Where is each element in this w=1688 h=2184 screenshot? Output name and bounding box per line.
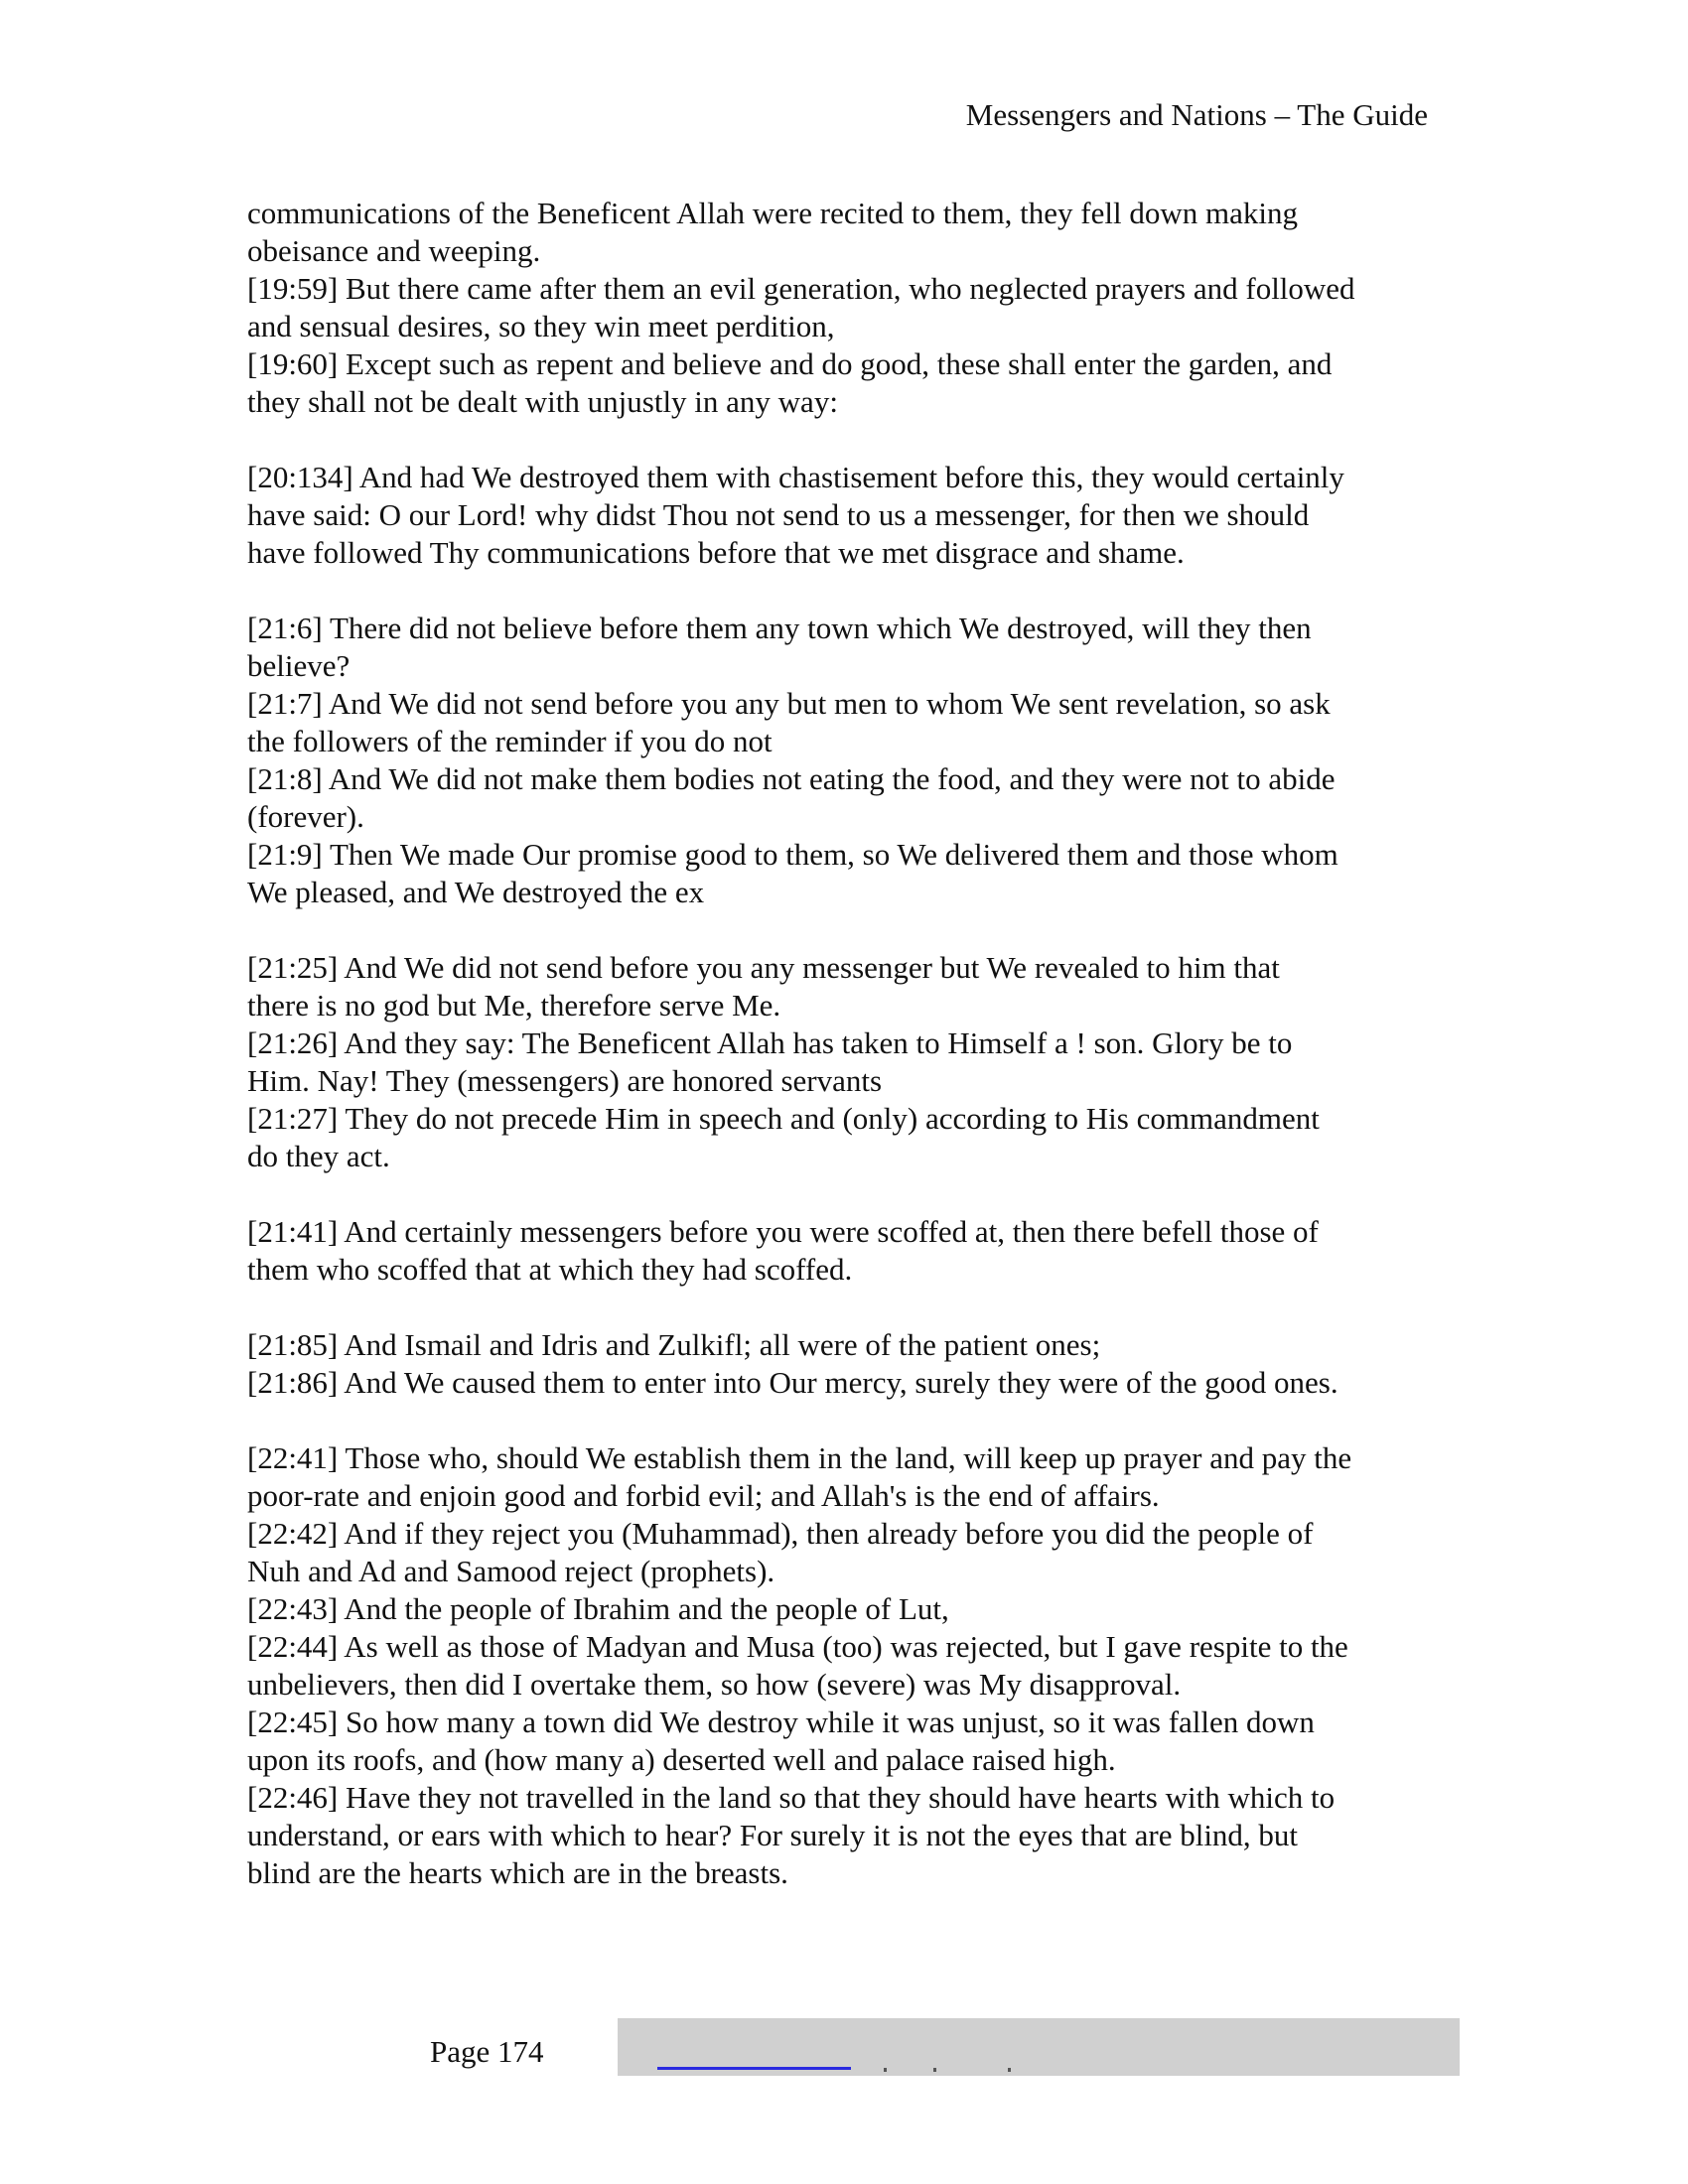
text-line: Him. Nay! They (messengers) are honored servants — [247, 1063, 883, 1098]
text-line: poor-rate and enjoin good and forbid evil; and Allah's is the end of affairs. — [247, 1478, 1160, 1513]
verse-line: [22:45] So how many a town did We destroy while it was unjust, so it was fallen down — [247, 1705, 1315, 1739]
text-line: (forever). — [247, 799, 364, 834]
verse-line: [21:6] There did not believe before them any town which We destroyed, will they then — [247, 611, 1312, 645]
verse-line: [21:41] And certainly messengers before you were scoffed at, then there befell those of — [247, 1214, 1319, 1249]
paragraph — [247, 949, 1449, 1175]
verse-line: [21:8] And We did not make them bodies not eating the food, and they were not to abide — [247, 761, 1336, 796]
paragraph — [247, 1326, 1449, 1402]
text-line: believe? — [247, 648, 351, 683]
page-number: Page 174 — [430, 2034, 544, 2069]
text-line: Nuh and Ad and Samood reject (prophets). — [247, 1554, 775, 1588]
verse-line: [21:27] They do not precede Him in speech and (only) according to His commandment — [247, 1101, 1320, 1136]
document-body — [247, 195, 1449, 1892]
text-line: have followed Thy communications before that we met disgrace and shame. — [247, 535, 1185, 570]
verse-line: [19:59] But there came after them an evil generation, who neglected prayers and followed — [247, 271, 1355, 306]
text-line: there is no god but Me, therefore serve Me. — [247, 988, 781, 1023]
verse-line: [21:86] And We caused them to enter into Our mercy, surely they were of the good ones. — [247, 1365, 1338, 1400]
text-line: unbelievers, then did I overtake them, so how (severe) was My disapproval. — [247, 1667, 1182, 1702]
text-line: communications of the Beneficent Allah were recited to them, they fell down making — [247, 196, 1298, 230]
text-line: them who scoffed that at which they had scoffed. — [247, 1252, 853, 1287]
verse-line: [22:41] Those who, should We establish them in the land, will keep up prayer and pay the — [247, 1440, 1352, 1475]
text-line: blind are the hearts which are in the breasts. — [247, 1855, 788, 1890]
paragraph — [247, 1439, 1449, 1892]
text-line: understand, or ears with which to hear? For surely it is not the eyes that are blind, but — [247, 1818, 1299, 1852]
verse-line: [22:42] And if they reject you (Muhammad), then already before you did the people of — [247, 1516, 1314, 1551]
verse-line: [22:43] And the people of Ibrahim and the people of Lut, — [247, 1591, 949, 1626]
paragraph — [247, 459, 1449, 572]
running-header: Messengers and Nations – The Guide — [965, 97, 1428, 132]
footer-text-fragments — [864, 2068, 1023, 2072]
verse-line: [22:46] Have they not travelled in the land so that they should have hearts with which to — [247, 1780, 1336, 1815]
text-line: upon its roofs, and (how many a) deserted well and palace raised high. — [247, 1742, 1116, 1777]
text-line: and sensual desires, so they win meet perdition, — [247, 309, 835, 343]
text-line: the followers of the reminder if you do not — [247, 724, 773, 758]
footer-link-underline[interactable] — [657, 2067, 851, 2070]
text-line: do they act. — [247, 1139, 390, 1173]
verse-line: [22:44] As well as those of Madyan and Musa (too) was rejected, but I gave respite to the — [247, 1629, 1348, 1664]
verse-line: [19:60] Except such as repent and believe and do good, these shall enter the garden, and — [247, 346, 1333, 381]
text-line: obeisance and weeping. — [247, 233, 541, 268]
verse-line: [20:134] And had We destroyed them with chastisement before this, they would certainly — [247, 460, 1344, 494]
text-line: they shall not be dealt with unjustly in any way: — [247, 384, 838, 419]
paragraph — [247, 1213, 1449, 1289]
paragraph — [247, 195, 1449, 421]
verse-line: [21:25] And We did not send before you any messenger but We revealed to him that — [247, 950, 1280, 985]
verse-line: [21:26] And they say: The Beneficent Allah has taken to Himself a ! son. Glory be to — [247, 1025, 1293, 1060]
text-line: We pleased, and We destroyed the ex — [247, 875, 705, 909]
verse-line: [21:7] And We did not send before you any but men to whom We sent revelation, so ask — [247, 686, 1331, 721]
paragraph — [247, 610, 1449, 911]
verse-line: [21:85] And Ismail and Idris and Zulkifl; all were of the patient ones; — [247, 1327, 1101, 1362]
verse-line: [21:9] Then We made Our promise good to them, so We delivered them and those whom — [247, 837, 1338, 872]
text-line: have said: O our Lord! why didst Thou not send to us a messenger, for then we should — [247, 497, 1310, 532]
